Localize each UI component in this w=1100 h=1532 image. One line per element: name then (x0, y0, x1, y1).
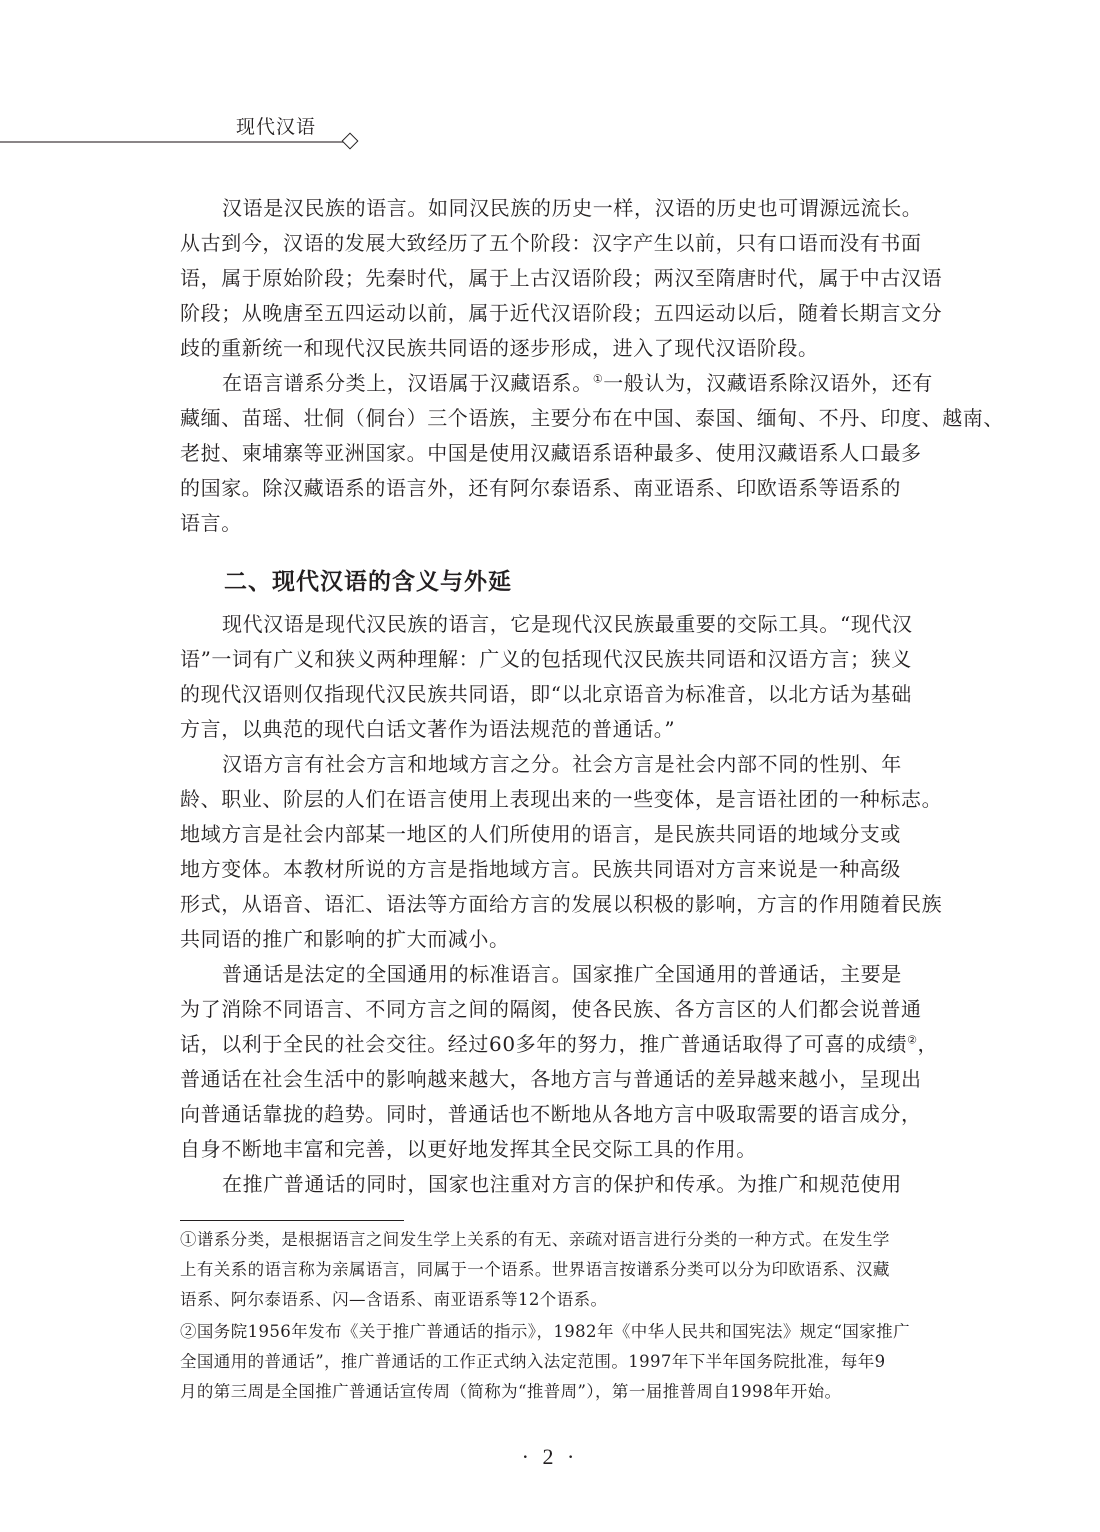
text-segment: 一般认为，汉藏语系除汉语外，还有 (603, 371, 933, 395)
footnote-marker: ① (180, 1230, 197, 1249)
text-line: 汉语是汉民族的语言。如同汉民族的历史一样，汉语的历史也可谓源远流长。 (222, 196, 923, 220)
text-line: 形式，从语音、语汇、语法等方面给方言的发展以积极的影响，方言的作用随着民族 (180, 892, 943, 916)
header-rule (0, 141, 343, 143)
text-line: 老挝、柬埔寨等亚洲国家。中国是使用汉藏语系语种最多、使用汉藏语系人口最多 (180, 441, 922, 465)
text-line: 地域方言是社会内部某一地区的人们所使用的语言，是民族共同语的地域分支或 (180, 822, 901, 846)
footnote-line: 语系、阿尔泰语系、闪—含语系、南亚语系等12个语系。 (180, 1290, 608, 1309)
footnote-text: 谱系分类，是根据语言之间发生学上关系的有无、亲疏对语言进行分类的一种方式。在发生学 (196, 1230, 890, 1249)
text-line: 从古到今，汉语的发展大致经历了五个阶段：汉字产生以前，只有口语而没有书面 (180, 231, 922, 255)
text-line: 语”一词有广义和狭义两种理解：广义的包括现代汉民族共同语和汉语方言；狭义 (180, 647, 912, 671)
footnote-line: 上有关系的语言称为亲属语言，同属于一个语系。世界语言按谱系分类可以分为印欧语系、汉藏 (180, 1260, 890, 1279)
text-line: 藏缅、苗瑶、壮侗（侗台）三个语族，主要分布在中国、泰国、缅甸、不丹、印度、越南、 (180, 406, 1004, 430)
diamond-ornament-icon (342, 133, 359, 150)
text-line (180, 1032, 940, 1056)
text-segment: 话，以利于全民的社会交往。经过60多年的努力，推广普通话取得了可喜的成绩 (180, 1032, 908, 1056)
footnote-line (180, 1230, 940, 1250)
section-heading: 二、现代汉语的含义与外延 (224, 569, 512, 595)
text-line: 地方变体。本教材所说的方言是指地域方言。民族共同语对方言来说是一种高级 (180, 857, 901, 881)
footnote-text: 国务院1956年发布《关于推广普通话的指示》，1982年《中华人民共和国宪法》规定“国家推广 (196, 1322, 910, 1341)
text-line: 语，属于原始阶段；先秦时代，属于上古汉语阶段；两汉至隋唐时代，属于中古汉语 (180, 266, 943, 290)
text-line: 汉语方言有社会方言和地域方言之分。社会方言是社会内部不同的性别、年 (222, 752, 902, 776)
footnote-line: 月的第三周是全国推广普通话宣传周（简称为“推普周”），第一届推普周自1998年开始。 (180, 1382, 842, 1401)
text-line: 歧的重新统一和现代汉民族共同语的逐步形成，进入了现代汉语阶段。 (180, 336, 819, 360)
footnote-marker: ② (180, 1322, 197, 1341)
text-line: 的国家。除汉藏语系的语言外，还有阿尔泰语系、南亚语系、印欧语系等语系的 (180, 476, 901, 500)
footnote-divider (180, 1220, 404, 1221)
footnote-ref-2[interactable]: ② (907, 1033, 918, 1047)
text-line: 为了消除不同语言、不同方言之间的隔阂，使各民族、各方言区的人们都会说普通 (180, 997, 922, 1021)
text-line: 自身不断地丰富和完善，以更好地发挥其全民交际工具的作用。 (180, 1137, 757, 1161)
text-line: 共同语的推广和影响的扩大而减小。 (180, 927, 510, 951)
text-line: 普通话是法定的全国通用的标准语言。国家推广全国通用的普通话，主要是 (222, 962, 902, 986)
text-line: 在推广普通话的同时，国家也注重对方言的保护和传承。为推广和规范使用 (222, 1172, 902, 1196)
text-line: 现代汉语是现代汉民族的语言，它是现代汉民族最重要的交际工具。“现代汉 (222, 612, 913, 636)
running-header-title: 现代汉语 (236, 116, 317, 138)
text-segment: ， (917, 1032, 939, 1056)
text-line: 方言，以典范的现代白话文著作为语法规范的普通话。” (180, 717, 676, 741)
page-number: · 2 · (521, 1444, 579, 1469)
footnote-line (180, 1322, 940, 1342)
text-line (222, 371, 982, 395)
text-line: 的现代汉语则仅指现代汉民族共同语，即“以北京语音为标准音，以北方话为基础 (180, 682, 912, 706)
text-line: 向普通话靠拢的趋势。同时，普通话也不断地从各地方言中吸取需要的语言成分， (180, 1102, 922, 1126)
text-line: 龄、职业、阶层的人们在语言使用上表现出来的一些变体，是言语社团的一种标志。 (180, 787, 943, 811)
text-line: 阶段；从晚唐至五四运动以前，属于近代汉语阶段；五四运动以后，随着长期言文分 (180, 301, 943, 325)
text-line: 普通话在社会生活中的影响越来越大，各地方言与普通话的差异越来越小，呈现出 (180, 1067, 922, 1091)
footnote-ref-1[interactable]: ① (592, 372, 604, 386)
text-line: 语言。 (180, 511, 242, 535)
text-segment: 在语言谱系分类上，汉语属于汉藏语系。 (222, 371, 593, 395)
footnote-line: 全国通用的普通话”，推广普通话的工作正式纳入法定范围。1997年下半年国务院批准，每年9 (180, 1352, 886, 1371)
